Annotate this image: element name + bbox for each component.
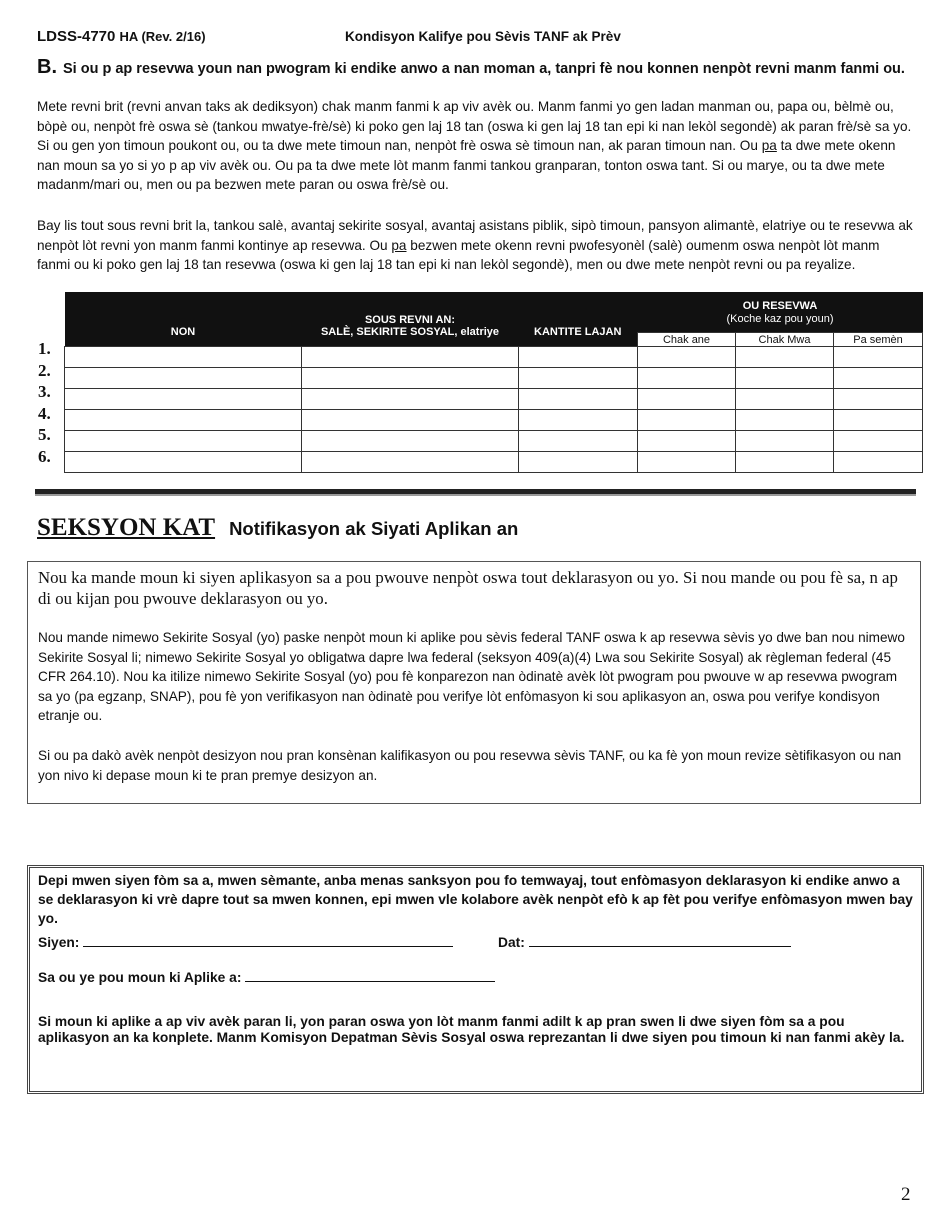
- name-cell[interactable]: [65, 431, 302, 452]
- yearly-checkbox[interactable]: [638, 431, 736, 452]
- paragraph2-part1: Bay lis tout sous revni brit la, tankou salè, avantaj sekirite sosyal, avantaj asistans piblik, sipò timoun, pansyon alimantè, elatriye ou te resevwa ak nenpòt lòt revni yon manm fanmi kontinye ap resevwa. Ou: [37, 218, 913, 253]
- paragraph2-part2: bezwen mete okenn revni pwofesyonèl (salè) oumenm oswa nenpòt lòt manm fanmi ou ki poko gen laj 18 tan resevwa (oswa ki gen laj 18 tan epi ki nan lekòl segondè), men ou dwe mete nenpòt revni ou pa reyalize.: [37, 237, 880, 272]
- monthly-checkbox[interactable]: [736, 452, 834, 473]
- source-cell[interactable]: [302, 452, 519, 473]
- col-header-source-line2: SALÈ, SEKIRITE SOSYAL, elatriye: [320, 326, 500, 338]
- col-header-name: NON: [65, 292, 302, 347]
- weekly-checkbox[interactable]: [834, 452, 923, 473]
- name-cell[interactable]: [65, 368, 302, 389]
- col-header-received-line1: OU RESEVWA: [742, 299, 818, 312]
- signature-box: [27, 865, 924, 1094]
- signature-label: Siyen:: [38, 935, 80, 950]
- yearly-checkbox[interactable]: [638, 410, 736, 431]
- amount-cell[interactable]: [519, 452, 638, 473]
- table-row: [65, 347, 923, 368]
- yearly-checkbox[interactable]: [638, 347, 736, 368]
- weekly-checkbox[interactable]: [834, 389, 923, 410]
- attestation-text: Depi mwen siyen fòm sa a, mwen sèmante, anba menas sanksyon pou fo temwayaj, tout enfòmasyon deklarasyon ki endike anwo a se deklarasyon ki vrè dapre tout sa mwen konnen, epi mwen vle kolabore avèk nenpòt efò k ap fèt pou verifye enfòmasyon mwen bay yo.: [38, 873, 913, 926]
- col-header-amount: KANTITE LAJAN: [519, 292, 638, 347]
- table-row: [65, 368, 923, 389]
- income-table: [64, 292, 923, 473]
- source-cell[interactable]: [302, 431, 519, 452]
- col-header-monthly: Chak Mwa: [736, 333, 834, 347]
- col-header-source: [302, 292, 519, 347]
- col-header-source-line1: SOUS REVNI AN:: [364, 314, 456, 326]
- form-title: Kondisyon Kalifye pou Sèvis TANF ak Prèv: [345, 29, 621, 44]
- relation-label: Sa ou ye pou moun ki Aplike a:: [38, 970, 242, 985]
- name-cell[interactable]: [65, 452, 302, 473]
- source-cell[interactable]: [302, 389, 519, 410]
- yearly-checkbox[interactable]: [638, 452, 736, 473]
- row-number: 1.: [38, 339, 51, 358]
- row-number: 4.: [38, 403, 51, 423]
- monthly-checkbox[interactable]: [736, 389, 834, 410]
- source-cell[interactable]: [302, 368, 519, 389]
- yearly-checkbox[interactable]: [638, 389, 736, 410]
- amount-cell[interactable]: [519, 431, 638, 452]
- name-cell[interactable]: [65, 347, 302, 368]
- form-revision: HA (Rev. 2/16): [119, 29, 206, 44]
- amount-cell[interactable]: [519, 410, 638, 431]
- paragraph1-part1: Mete revni brit (revni anvan taks ak dediksyon) chak manm fanmi k ap viv avèk ou. Manm fanmi yo gen ladan manman ou, papa ou, bèlmè ou, bòpè ou, nenpòt frè oswa sè (tankou mwatye-frè/sè) ki poko gen laj 18 tan (oswa ki gen laj 18 tan epi ki nan lekòl segondè) ak paran frè/sè sa yo. Si ou gen yon timoun poukont ou, ou ta dwe mete timoun nan, nenpòt frè oswa sè timoun nan, ak paran timoun nan. Ou: [37, 99, 912, 153]
- section-b-heading: [37, 56, 917, 79]
- notification-box: [27, 561, 921, 804]
- monthly-checkbox[interactable]: [736, 410, 834, 431]
- signature-field[interactable]: [83, 934, 453, 947]
- weekly-checkbox[interactable]: [834, 368, 923, 389]
- col-header-received: [638, 292, 923, 333]
- weekly-checkbox[interactable]: [834, 431, 923, 452]
- section-kat-subtitle: Notifikasyon ak Siyati Aplikan an: [229, 518, 519, 539]
- name-cell[interactable]: [65, 389, 302, 410]
- paragraph1-part2: ta dwe mete okenn nan moun sa yo si yo p ap viv avèk ou. Ou pa ta dwe mete lòt manm fanmi tankou granparan, tonton oswa tant. Si ou marye, ou ta dwe mete madanm/mari ou, men ou pa bezwen mete paran ou oswa frè/sè ou.: [37, 138, 896, 192]
- section-kat-title: SEKSYON KAT: [37, 514, 216, 541]
- date-group: [498, 933, 791, 952]
- col-header-weekly: Pa semèn: [834, 333, 923, 347]
- signature-row: [38, 933, 918, 952]
- row-number: 2.: [38, 360, 51, 380]
- paragraph1-underlined: pa: [761, 138, 777, 153]
- table-row: [65, 389, 923, 410]
- source-cell[interactable]: [302, 347, 519, 368]
- weekly-checkbox[interactable]: [834, 410, 923, 431]
- section-kat-heading: [37, 514, 518, 542]
- section-b-letter: B.: [37, 56, 57, 78]
- col-header-yearly: Chak ane: [638, 333, 736, 347]
- amount-cell[interactable]: [519, 368, 638, 389]
- ssn-notice: Nou mande nimewo Sekirite Sosyal (yo) paske nenpòt moun ki aplike pou sèvis federal TANF oswa k ap resevwa sèvis yo dwe ban nou nimewo Sekirite Sosyal li; nimewo Sekirite Sosyal yo obligatwa dapre lwa federal (seksyon 409(a)(4) Lwa sou Sekirite Sosyal) ak règleman federal (45 CFR 264.10). Nou ka itilize nimewo Sekirite Sosyal (yo) pou fè konparezon nan òdinatè avèk lòt pwogram pou pwouve w ap resevwa pwogram sa yo (pa egzanp, SNAP), pou fè yon verifikasyon nan òdinatè pou verifye lòt enfòmasyon ki sou aplikasyon an, oswa pou verifye kondisyon etranje ou.: [38, 630, 905, 723]
- section-b-heading-text: Si ou p ap resevwa youn nan pwogram ki endike anwo a nan moman a, tanpri fè nou konnen nenpòt revni manm fanmi ou.: [63, 61, 905, 77]
- amount-cell[interactable]: [519, 347, 638, 368]
- source-cell[interactable]: [302, 410, 519, 431]
- appeal-notice: Si ou pa dakò avèk nenpòt desizyon nou pran konsènan kalifikasyon ou pou resevwa sèvis TANF, ou ka fè yon moun revize sètifikasyon ou nan yon nivo ki depase moun ki te pran premye desizyon an.: [38, 748, 902, 783]
- row-number: 6.: [38, 446, 51, 466]
- weekly-checkbox[interactable]: [834, 347, 923, 368]
- name-cell[interactable]: [65, 410, 302, 431]
- yearly-checkbox[interactable]: [638, 368, 736, 389]
- section-divider: [35, 489, 916, 494]
- form-code-text: LDSS-4770: [37, 28, 116, 45]
- form-code: [37, 28, 206, 45]
- relation-field[interactable]: [245, 969, 495, 982]
- monthly-checkbox[interactable]: [736, 347, 834, 368]
- monthly-checkbox[interactable]: [736, 368, 834, 389]
- table-row: [65, 410, 923, 431]
- relation-row: [38, 968, 918, 987]
- row-number: 3.: [38, 382, 51, 402]
- page-number: 2: [901, 1184, 911, 1205]
- household-income-instructions: [37, 97, 913, 195]
- date-label: Dat:: [498, 935, 525, 950]
- row-number: 5.: [38, 425, 51, 445]
- table-row: [65, 452, 923, 473]
- paragraph2-underlined: pa: [391, 237, 407, 253]
- proof-notice: Nou ka mande moun ki siyen aplikasyon sa a pou pwouve nenpòt oswa tout deklarasyon ou yo. Si nou mande ou pou fè sa, n ap di ou kijan pou pwouve deklarasyon ou yo.: [38, 568, 898, 608]
- guardian-signature-note: Si moun ki aplike a ap viv avèk paran li, yon paran oswa yon lòt manm fanmi adilt k ap pran swen li dwe siyen fòm sa a pou aplikasyon an ka konplete. Manm Komisyon Depatman Sèvis Sosyal oswa reprezantan li dwe siyen pou timoun ki nan fanmi akèy la.: [38, 1014, 905, 1045]
- row-numbers: [38, 338, 51, 468]
- date-field[interactable]: [529, 934, 791, 947]
- income-sources-instructions: [37, 216, 913, 275]
- table-row: [65, 431, 923, 452]
- amount-cell[interactable]: [519, 389, 638, 410]
- col-header-received-line2: (Koche kaz pou youn): [726, 312, 834, 325]
- monthly-checkbox[interactable]: [736, 431, 834, 452]
